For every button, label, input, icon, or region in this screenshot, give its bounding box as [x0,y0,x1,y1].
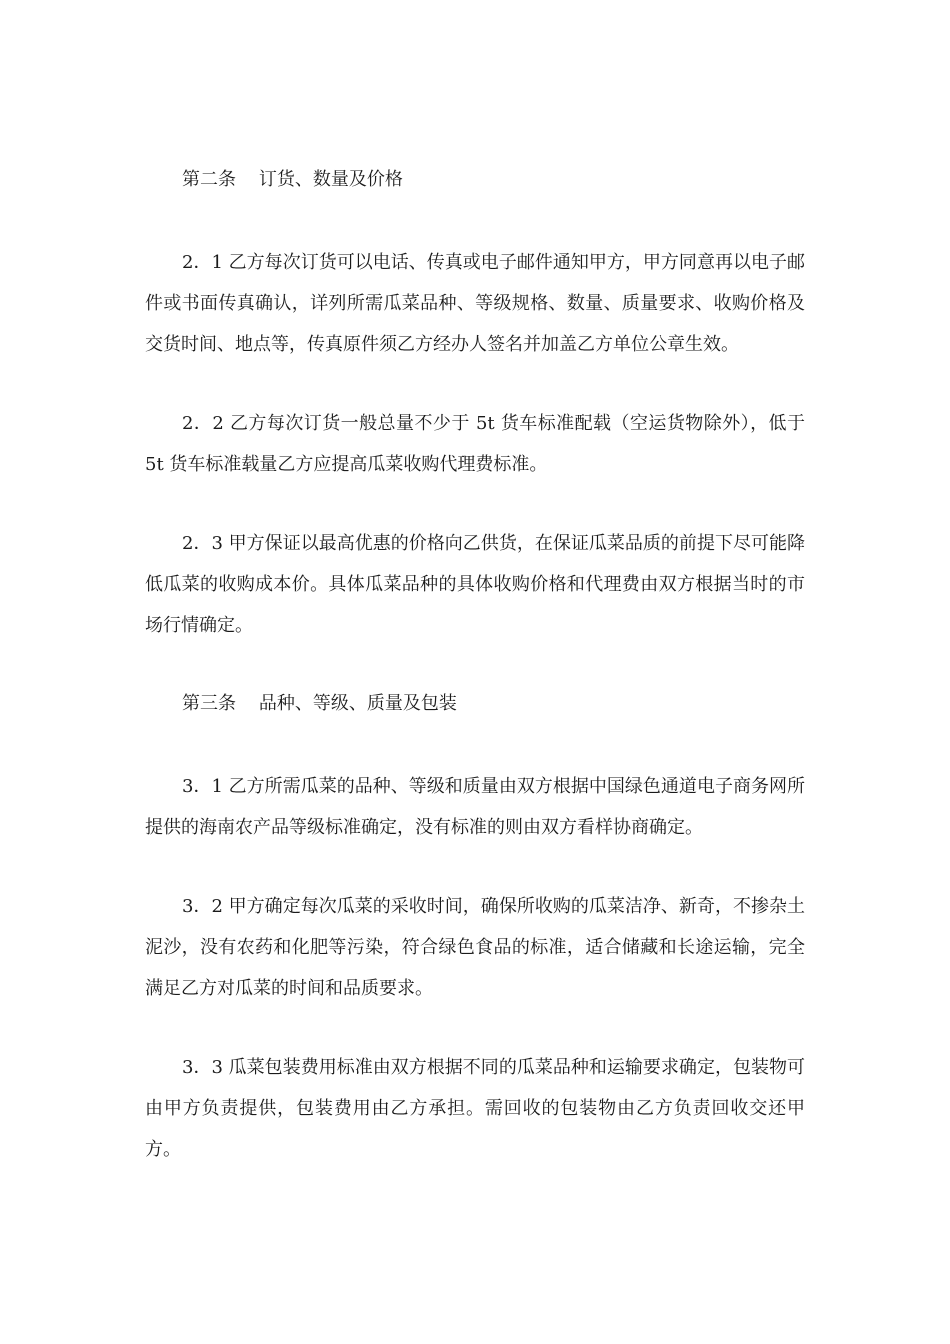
article-3-heading: 第三条 品种、等级、质量及包装 [182,693,457,714]
clause-3-3: 3．3 瓜菜包装费用标准由双方根据不同的瓜菜品种和运输要求确定，包装物可由甲方负责提供，包装费用由乙方承担。需回收的包装物由乙方负责回收交还甲方。 [145,1057,805,1160]
clause-2-3: 2．3 甲方保证以最高优惠的价格向乙供货，在保证瓜菜品质的前提下尽可能降低瓜菜的收购成本价。具体瓜菜品种的具体收购价格和代理费由双方根据当时的市场行情确定。 [145,533,805,636]
clause-2-1: 2．1 乙方每次订货可以电话、传真或电子邮件通知甲方，甲方同意再以电子邮件或书面传真确认，详列所需瓜菜品种、等级规格、数量、质量要求、收购价格及交货时间、地点等，传真原件须乙方经办人签名并加盖乙方单位公章生效。 [145,252,805,355]
clause-2-2: 2．2 乙方每次订货一般总量不少于 5t 货车标准配载（空运货物除外），低于 5t 货车标准载量乙方应提高瓜菜收购代理费标准。 [145,413,805,475]
clause-3-2: 3．2 甲方确定每次瓜菜的采收时间，确保所收购的瓜菜洁净、新奇，不掺杂土泥沙，没有农药和化肥等污染，符合绿色食品的标准，适合储藏和长途运输，完全满足乙方对瓜菜的时间和品质要求。 [145,896,805,999]
clause-3-1: 3．1 乙方所需瓜菜的品种、等级和质量由双方根据中国绿色通道电子商务网所提供的海南农产品等级标准确定，没有标准的则由双方看样协商确定。 [145,776,805,838]
document-page [145,160,805,1170]
article-2-heading: 第二条 订货、数量及价格 [182,169,403,190]
